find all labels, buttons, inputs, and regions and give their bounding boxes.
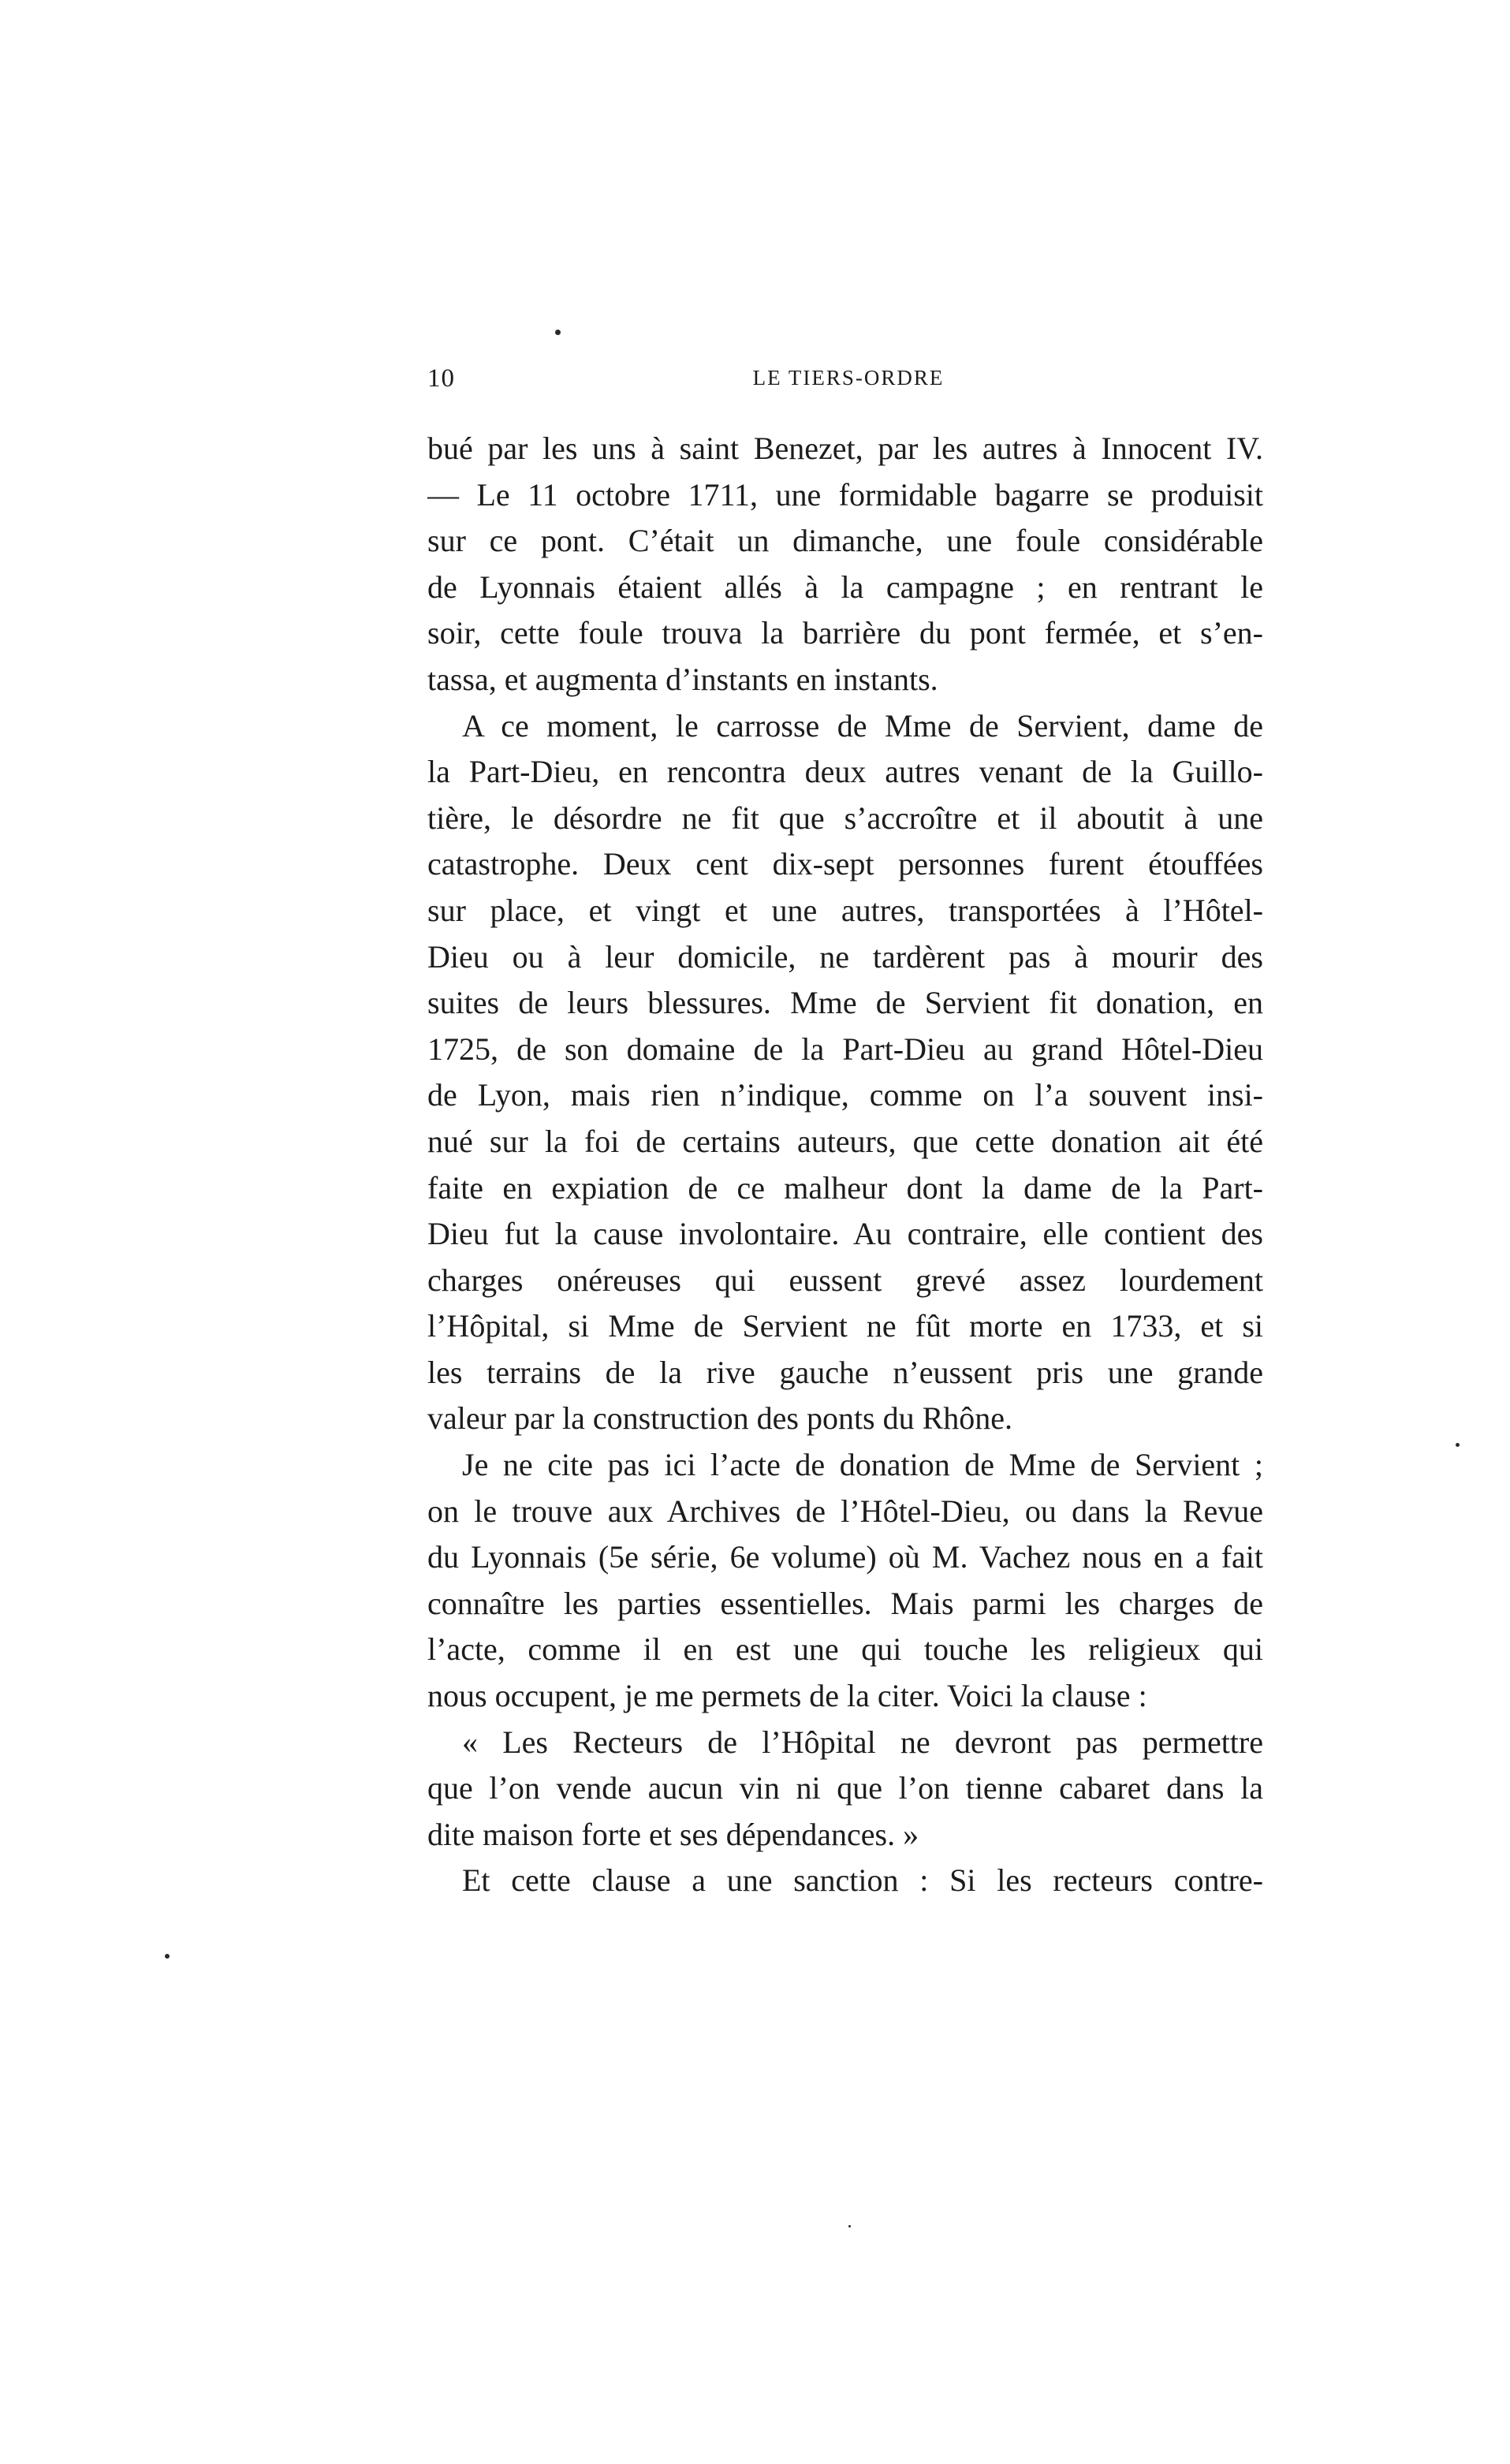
- text-line: Dieu ou à leur domicile, ne tardèrent pas à mourir des: [427, 938, 1263, 975]
- text-line: Et cette clause a une sanction : Si les recteurs contre-: [462, 1862, 1263, 1899]
- text-line: faite en expiation de ce malheur dont la dame de la Part-: [427, 1169, 1263, 1206]
- text-line: Dieu fut la cause involontaire. Au contraire, elle contient des: [427, 1216, 1263, 1252]
- text-line: catastrophe. Deux cent dix-sept personnes furent étouffées: [427, 846, 1263, 882]
- text-line: que l’on vende aucun vin ni que l’on tienne cabaret dans la: [427, 1770, 1263, 1806]
- text-line: Je ne cite pas ici l’acte de donation de Mme de Servient ;: [462, 1447, 1263, 1483]
- scan-speck: [555, 330, 561, 335]
- text-line: la Part-Dieu, en rencontra deux autres venant de la Guillo-: [427, 754, 1263, 790]
- body-text: [427, 426, 1263, 1904]
- text-line: valeur par la construction des ponts du Rhône.: [427, 1400, 1013, 1437]
- page-number: 10: [427, 364, 455, 393]
- text-line: sur ce pont. C’était un dimanche, une foule considérable: [427, 523, 1263, 559]
- scan-speck: [165, 1954, 170, 1959]
- text-line: « Les Recteurs de l’Hôpital ne devront pas permettre: [462, 1724, 1263, 1760]
- text-line: nous occupent, je me permets de la citer. Voici la clause :: [427, 1678, 1147, 1714]
- running-head: [427, 364, 1270, 404]
- text-line: charges onéreuses qui eussent grevé assez lourdement: [427, 1262, 1263, 1298]
- text-line: les terrains de la rive gauche n’eussent pris une grande: [427, 1354, 1263, 1390]
- text-line: A ce moment, le carrosse de Mme de Servient, dame de: [462, 707, 1263, 744]
- text-line: tassa, et augmenta d’instants en instants.: [427, 661, 938, 697]
- text-line: tière, le désordre ne fit que s’accroître et il aboutit à une: [427, 800, 1263, 836]
- text-line: soir, cette foule trouva la barrière du pont fermée, et s’en-: [427, 615, 1263, 651]
- text-line: sur place, et vingt et une autres, transportées à l’Hôtel-: [427, 892, 1263, 928]
- scan-speck: [1456, 1443, 1460, 1447]
- text-line: connaître les parties essentielles. Mais parmi les charges de: [427, 1585, 1263, 1621]
- text-line: nué sur la foi de certains auteurs, que cette donation ait été: [427, 1123, 1263, 1159]
- text-line: on le trouve aux Archives de l’Hôtel-Dieu, ou dans la Revue: [427, 1493, 1263, 1529]
- text-line: bué par les uns à saint Benezet, par les autres à Innocent IV.: [427, 431, 1263, 466]
- text-line: de Lyon, mais rien n’indique, comme on l’a souvent insi-: [427, 1077, 1263, 1113]
- text-line: du Lyonnais (5e série, 6e volume) où M. Vachez nous en a fait: [427, 1539, 1263, 1575]
- text-line: l’acte, comme il en est une qui touche les religieux qui: [427, 1631, 1263, 1668]
- text-line: suites de leurs blessures. Mme de Servient fit donation, en: [427, 985, 1263, 1021]
- text-line: 1725, de son domaine de la Part-Dieu au grand Hôtel-Dieu: [427, 1031, 1263, 1067]
- text-line: de Lyonnais étaient allés à la campagne ; en rentrant le: [427, 568, 1263, 605]
- running-title: LE TIERS-ORDRE: [752, 366, 945, 390]
- text-line: — Le 11 octobre 1711, une formidable bagarre se produisit: [427, 476, 1263, 513]
- text-line: dite maison forte et ses dépendances. »: [427, 1816, 919, 1852]
- scan-speck: [848, 2225, 851, 2227]
- text-line: l’Hôpital, si Mme de Servient ne fût morte en 1733, et si: [427, 1308, 1263, 1344]
